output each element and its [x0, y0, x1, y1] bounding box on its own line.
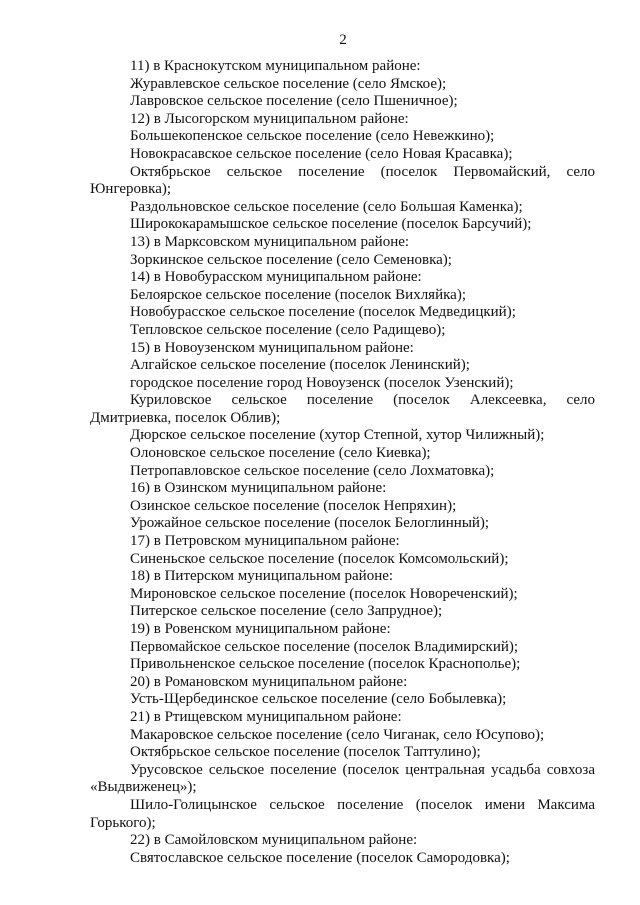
settlement-entry: Мироновское сельское поселение (поселок Новореченский); [130, 585, 518, 602]
settlement-entry: Петропавловское сельское поселение (село Лохматовка); [130, 462, 495, 479]
settlement-entry: Дюрское сельское поселение (хутор Степной, хутор Чилижный); [130, 427, 545, 444]
settlement-entry: Белоярское сельское поселение (поселок Вихляйка); [130, 286, 466, 303]
settlement-entry: Лавровское сельское поселение (село Пшеничное); [130, 93, 458, 110]
settlement-entry: городское поселение город Новоузенск (поселок Узенский); [130, 374, 514, 391]
district-heading: 14) в Новобурасском муниципальном районе: [130, 269, 422, 286]
settlement-entry: Новобурасское сельское поселение (поселок Медведицкий); [130, 304, 516, 321]
district-heading: 21) в Ртищевском муниципальном районе: [130, 708, 402, 725]
district-heading: 18) в Питерском муниципальном районе: [130, 568, 394, 585]
district-heading: 17) в Петровском муниципальном районе: [130, 533, 400, 550]
settlement-entry: Новокрасавское сельское поселение (село Новая Красавка); [130, 145, 513, 162]
settlement-entry: Олоновское сельское поселение (село Киевка); [130, 445, 431, 462]
document-body [90, 58, 595, 867]
district-heading: 13) в Марксовском муниципальном районе: [130, 233, 410, 250]
district-heading: 15) в Новоузенском муниципальном районе: [130, 339, 414, 356]
settlement-entry: Шило-Голицынское сельское поселение (поселок имени Максима Горького); [90, 796, 595, 831]
settlement-entry: Усть-Щербединское сельское поселение (село Бобылевка); [130, 691, 507, 708]
page-number: 2 [339, 32, 347, 48]
settlement-entry: Алгайское сельское поселение (поселок Ленинский); [130, 357, 470, 374]
settlement-entry: Синеньское сельское поселение (поселок Комсомольский); [130, 550, 509, 567]
district-heading: 22) в Самойловском муниципальном районе: [130, 832, 418, 849]
settlement-entry: Макаровское сельское поселение (село Чиганак, село Юсупово); [130, 726, 545, 743]
settlement-entry: Тепловское сельское поселение (село Радищево); [130, 321, 446, 338]
settlement-entry: Питерское сельское поселение (село Запрудное); [130, 603, 443, 620]
settlement-entry: Святославское сельское поселение (поселок Самородовка); [130, 849, 510, 866]
settlement-entry: Большекопенское сельское поселение (село Невежкино); [130, 128, 495, 145]
settlement-entry: Октябрьское сельское поселение (поселок Первомайский, село Юнгеровка); [90, 163, 595, 198]
settlement-entry: Журавлевское сельское поселение (село Ямское); [130, 75, 447, 92]
settlement-entry: Зоркинское сельское поселение (село Семеновка); [130, 251, 452, 268]
district-heading: 12) в Лысогорском муниципальном районе: [130, 110, 409, 127]
settlement-entry: Первомайское сельское поселение (поселок Владимирский); [130, 638, 519, 655]
district-heading: 11) в Краснокутском муниципальном районе: [130, 58, 421, 74]
settlement-entry: Ширококарамышское сельское поселение (поселок Барсучий); [130, 216, 532, 233]
district-heading: 20) в Романовском муниципальном районе: [130, 673, 408, 690]
district-heading: 19) в Ровенском муниципальном районе: [130, 621, 391, 637]
district-heading: 16) в Озинском муниципальном районе: [130, 480, 387, 497]
settlement-entry: Урусовское сельское поселение (поселок центральная усадьба совхоза «Выдвиженец»); [90, 761, 595, 796]
settlement-entry: Куриловское сельское поселение (поселок Алексеевка, село Дмитриевка, поселок Облив); [90, 392, 595, 426]
settlement-entry: Озинское сельское поселение (поселок Непряхин); [130, 497, 457, 514]
settlement-entry: Раздольновское сельское поселение (село Большая Каменка); [130, 198, 523, 215]
settlement-entry: Привольненское сельское поселение (поселок Краснополье); [130, 656, 521, 673]
settlement-entry: Октябрьское сельское поселение (поселок Таптулино); [130, 744, 481, 761]
settlement-entry: Урожайное сельское поселение (поселок Белоглинный); [130, 515, 490, 532]
